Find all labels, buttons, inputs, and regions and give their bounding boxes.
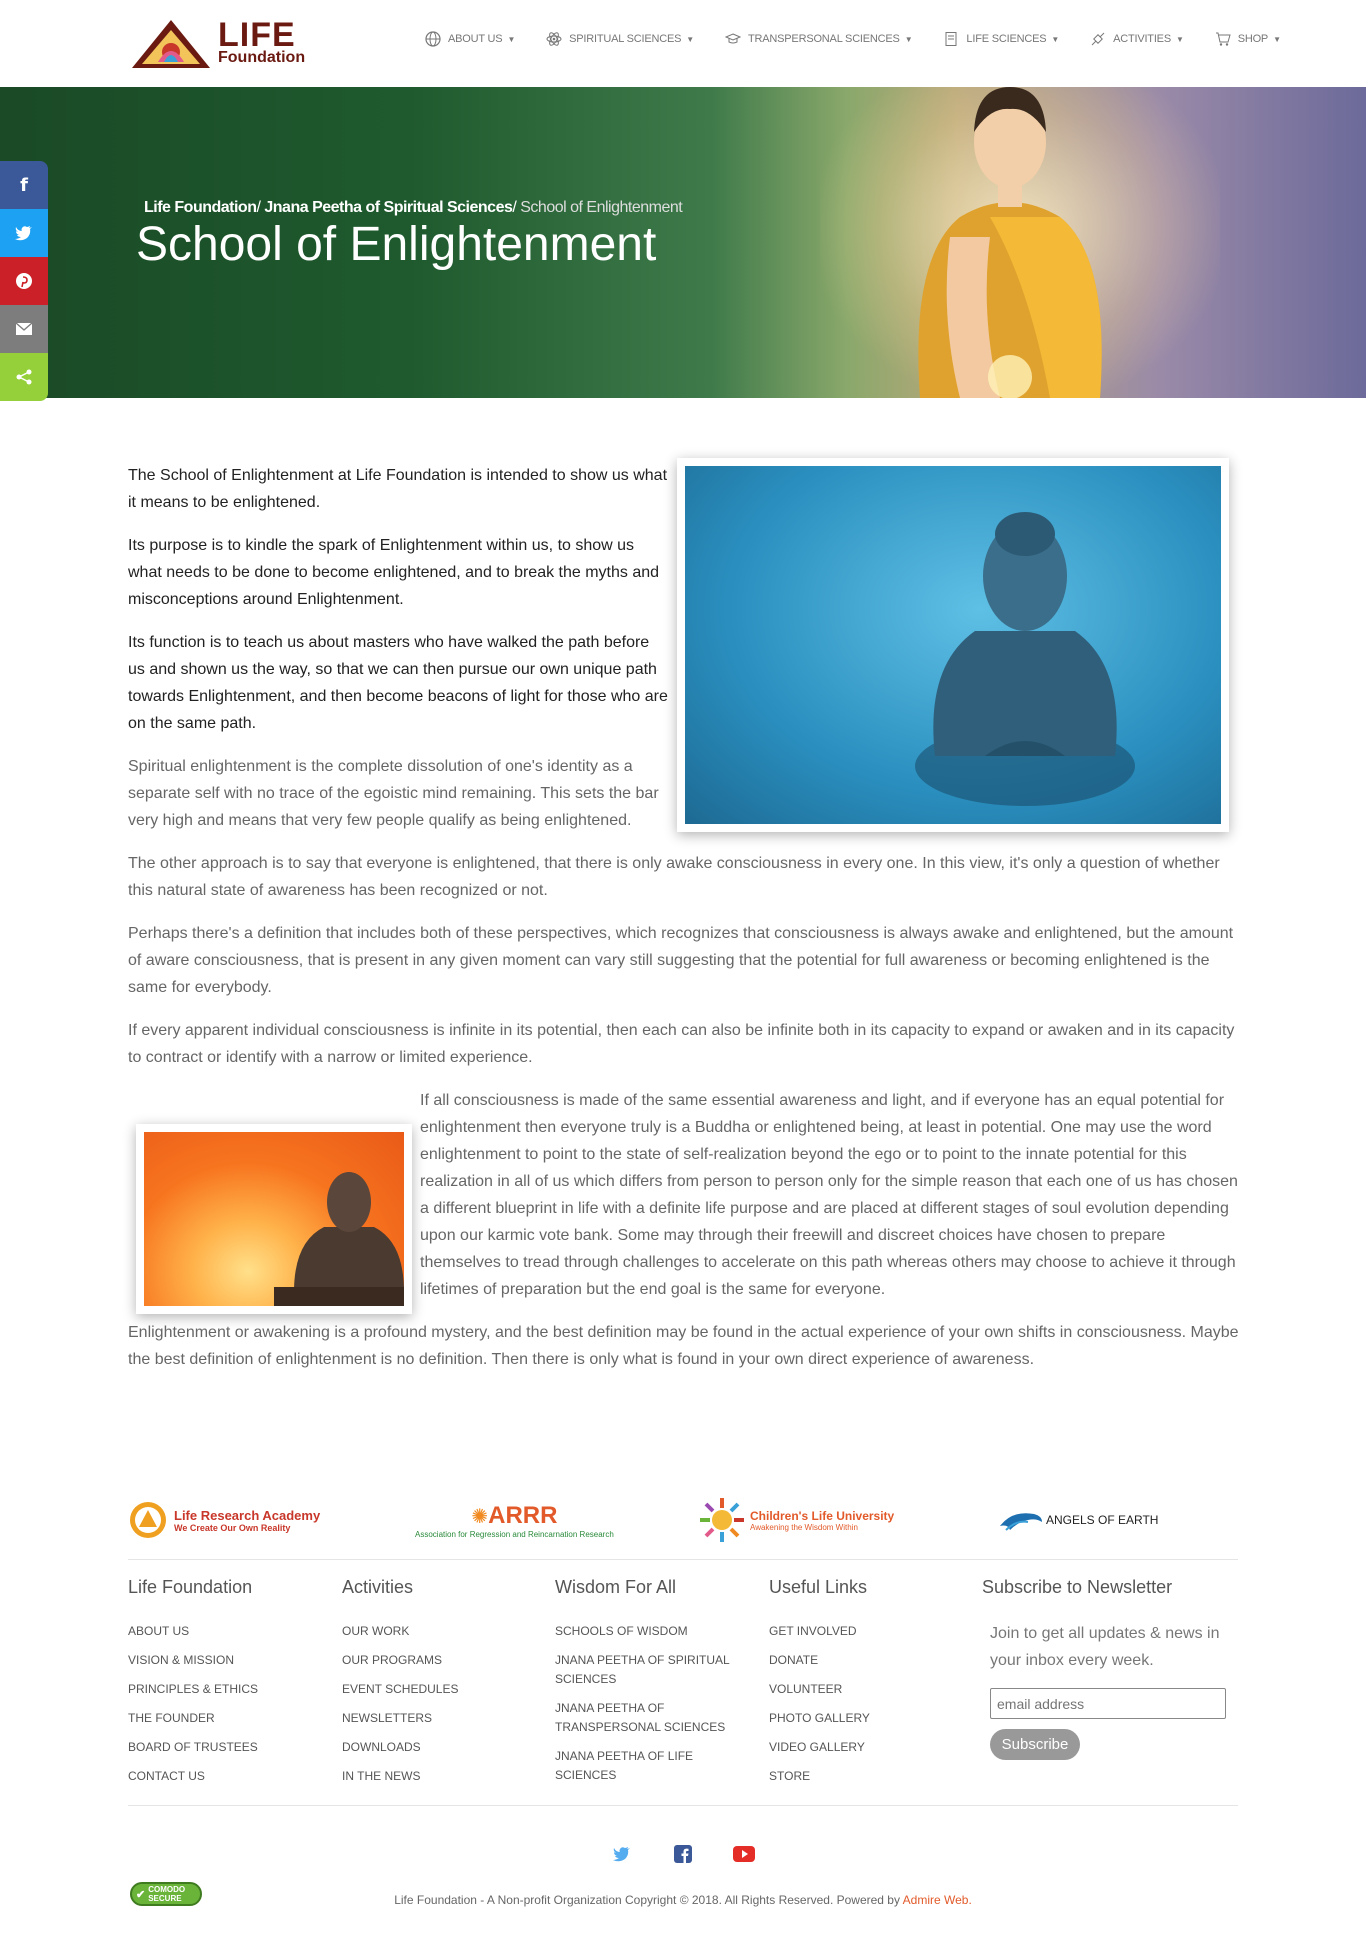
site-header (0, 0, 1366, 87)
share-icon (15, 368, 33, 386)
partner-tagline: Association for Regression and Reincarnation Research (415, 1529, 614, 1539)
nav-label: SPIRITUAL SCIENCES (569, 33, 682, 45)
footer-col-title: Activities (342, 1577, 414, 1597)
footer-link-contact-us[interactable]: CONTACT US (128, 1769, 205, 1783)
partner-name: Children's Life University (750, 1508, 895, 1523)
footer-link-our-work[interactable]: OUR WORK (342, 1624, 410, 1638)
email-share-button[interactable] (0, 305, 48, 353)
childrens-sun-logo-icon (698, 1496, 746, 1544)
satellite-icon (1089, 30, 1107, 48)
footer-link-jnana-peetha-transpersonal[interactable]: JNANA PEETHA OF TRANSPERSONAL SCIENCES (555, 1701, 726, 1734)
facebook-icon: f (20, 174, 28, 196)
main-content (128, 462, 1240, 1389)
footer-twitter-link[interactable] (610, 1842, 634, 1866)
footer-link-about-us[interactable]: ABOUT US (128, 1624, 190, 1638)
footer-facebook-link[interactable] (671, 1842, 695, 1866)
logo-text-foundation: Foundation (218, 49, 306, 66)
footer-col-subscribe (982, 1577, 1242, 1760)
breadcrumb-separator: / (256, 199, 265, 216)
newsletter-email-input[interactable] (990, 1688, 1226, 1719)
nav-transpersonal-sciences[interactable] (724, 30, 912, 48)
email-icon (15, 322, 33, 336)
body-paragraph: Perhaps there's a definition that includes both of these perspectives, which recognizes that consciousness is always awake and enlightened, but the amount of aware consciousness, that is present in any given moment can vary still suggesting that the potential for full awareness or becoming enlightened is the same for everybody. (128, 925, 1234, 996)
caret-down-icon: ▼ (1273, 34, 1281, 44)
partner-name: ANGELS OF EARTH (1046, 1513, 1159, 1527)
breadcrumb-link-life-foundation[interactable]: Life Foundation (144, 199, 257, 216)
partner-name: Life Research Academy (174, 1507, 321, 1523)
footer-link-principles-ethics[interactable]: PRINCIPLES & ETHICS (128, 1682, 259, 1696)
nav-label: TRANSPERSONAL SCIENCES (748, 33, 900, 45)
subscribe-button[interactable]: Subscribe (990, 1729, 1080, 1760)
nav-life-sciences[interactable] (942, 30, 1059, 48)
breadcrumb (144, 199, 682, 217)
breadcrumb-separator: / (512, 199, 521, 216)
nav-label: ACTIVITIES (1113, 33, 1171, 45)
footer-link-schools-of-wisdom[interactable]: SCHOOLS OF WISDOM (555, 1624, 688, 1638)
caret-down-icon: ▼ (686, 34, 695, 44)
footer-link-photo-gallery[interactable]: PHOTO GALLERY (769, 1711, 870, 1725)
twitter-icon (613, 1846, 631, 1862)
footer-col-title: Useful Links (769, 1577, 868, 1597)
footer-link-volunteer[interactable]: VOLUNTEER (769, 1682, 843, 1696)
footer-col-title: Wisdom For All (555, 1577, 677, 1597)
footer-link-newsletters[interactable]: NEWSLETTERS (342, 1711, 433, 1725)
facebook-icon (674, 1845, 692, 1863)
footer-col-activities (342, 1577, 542, 1796)
nav-label: LIFE SCIENCES (966, 33, 1047, 45)
nav-spiritual-sciences[interactable] (545, 30, 694, 48)
partner-tagline: We Create Our Own Reality (174, 1522, 291, 1533)
youtube-icon (733, 1846, 755, 1862)
footer-col-useful-links (769, 1577, 969, 1796)
partner-name: ARRR (488, 1501, 558, 1529)
image-spacer (128, 1087, 420, 1301)
logo-text-life: LIFE (218, 16, 296, 54)
partner-childrens-life-university[interactable] (698, 1490, 894, 1550)
graduation-cap-icon (724, 30, 742, 48)
footer-link-downloads[interactable]: DOWNLOADS (342, 1740, 421, 1754)
footer-link-in-the-news[interactable]: IN THE NEWS (342, 1769, 421, 1783)
body-paragraph: Enlightenment or awakening is a profound mystery, and the best definition may be found in the actual experience of your own shifts in consciousness. Maybe the best definition of enlightenment is no definition. Then there is only what is found in your own direct experience of awareness. (128, 1324, 1239, 1368)
copyright-body: Life Foundation - A Non-profit Organization Copyright © 2018. All Rights Reserved. Powered by (394, 1893, 903, 1907)
main-nav (424, 30, 1311, 48)
caret-down-icon: ▼ (507, 34, 516, 44)
footer-col-life-foundation (128, 1577, 328, 1796)
nav-label: ABOUT US (448, 33, 503, 45)
site-logo[interactable] (130, 16, 306, 70)
footer-link-event-schedules[interactable]: EVENT SCHEDULES (342, 1682, 459, 1696)
body-paragraph-wrapped (128, 1087, 1240, 1303)
nav-label: SHOP (1237, 33, 1269, 45)
footer-link-store[interactable]: STORE (769, 1769, 811, 1783)
breadcrumb-current: School of Enlightenment (520, 199, 683, 216)
lead-paragraph: Its function is to teach us about masters who have walked the path before us and shown us the way, so that we can then pursue our own unique path towards Enlightenment, and then become beacons of light for those who are on the same path. (128, 634, 668, 732)
partner-logos (128, 1490, 1240, 1550)
footer-link-the-founder[interactable]: THE FOUNDER (128, 1711, 215, 1725)
book-icon (942, 30, 960, 48)
facebook-share-button[interactable] (0, 161, 48, 209)
breadcrumb-link-jnana-peetha[interactable]: Jnana Peetha of Spiritual Sciences (264, 199, 513, 216)
comodo-line2: SECURE (148, 1894, 182, 1903)
admire-web-link[interactable]: Admire Web. (902, 1893, 972, 1907)
thumbs-up-icon: ✔ (136, 1888, 146, 1901)
comodo-line1: COMODO (148, 1885, 186, 1894)
footer-link-vision-mission[interactable]: VISION & MISSION (128, 1653, 235, 1667)
nav-activities[interactable] (1089, 30, 1184, 48)
footer-col-title: Subscribe to Newsletter (982, 1577, 1173, 1597)
page-title: School of Enlightenment (136, 218, 657, 271)
life-research-academy-logo-icon (128, 1500, 168, 1540)
social-share-bar (0, 161, 48, 401)
footer-link-jnana-peetha-spiritual[interactable]: JNANA PEETHA OF SPIRITUAL SCIENCES (555, 1653, 730, 1686)
footer-col-title: Life Foundation (128, 1577, 253, 1597)
lead-paragraph: Its purpose is to kindle the spark of Enlightenment within us, to show us what needs to be done to become enlightened, and to break the myths and misconceptions around Enlightenment. (128, 537, 660, 608)
nav-about-us[interactable] (424, 30, 515, 48)
body-paragraph: If every apparent individual consciousness is infinite in its potential, then each can also be infinite both in its capacity to expand or awaken and in its capacity to contract or identify with a narrow or limited experience. (128, 1022, 1235, 1066)
body-paragraph-text: If all consciousness is made of the same essential awareness and light, and if everyone has an equal potential for enlightenment then everyone truly is a Buddha or enlightened being, at least in potential. One may use the word enlightenment to point to the state of self-realization beyond the ego or to point to the innate potential for this realization in all of us which differs from person to person only for the simple reason that each one of us has chosen a different blueprint in life with a definite life purpose and are placed at different stages of soul evolution depending upon our karmic vote bank. Some may through their freewill and discreet choices have chosen to prepare themselves to tread through challenges to accelerate on this path whereas others may choose to achieve it through lifetimes of preparation but the end goal is the same for everyone. (420, 1092, 1238, 1298)
logo-triangle-icon (130, 18, 212, 70)
caret-down-icon: ▼ (1051, 34, 1060, 44)
body-paragraph: The other approach is to say that everyone is enlightened, that there is only awake consciousness in every one. In this view, it's only a question of whether this natural state of awareness has been recognized or not. (128, 855, 1220, 899)
copyright-text (0, 1893, 1366, 1907)
footer-col-wisdom-for-all (555, 1577, 740, 1795)
caret-down-icon: ▼ (904, 34, 913, 44)
pinterest-icon (15, 272, 33, 290)
cart-icon (1214, 30, 1232, 48)
partner-tagline: Awakening the Wisdom Within (750, 1522, 858, 1532)
footer-link-video-gallery[interactable]: VIDEO GALLERY (769, 1740, 865, 1754)
globe-icon (424, 30, 442, 48)
lead-paragraph: The School of Enlightenment at Life Foundation is intended to show us what it means to be enlightened. (128, 467, 668, 511)
divider (128, 1805, 1238, 1806)
footer-link-donate[interactable]: DONATE (769, 1653, 819, 1667)
footer-link-our-programs[interactable]: OUR PROGRAMS (342, 1653, 443, 1667)
footer-link-get-involved[interactable]: GET INVOLVED (769, 1624, 857, 1638)
atom-icon (545, 30, 563, 48)
footer-link-jnana-peetha-life[interactable]: JNANA PEETHA OF LIFE SCIENCES (555, 1749, 694, 1782)
share-button[interactable] (0, 353, 48, 401)
subscribe-description: Join to get all updates & news in your inbox every week. (990, 1625, 1220, 1669)
footer-youtube-link[interactable] (732, 1842, 756, 1866)
body-paragraph: Spiritual enlightenment is the complete dissolution of one's identity as a separate self with no trace of the egoistic mind remaining. This sets the bar very high and means that very few people qualify as being enlightened. (128, 758, 659, 829)
pinterest-share-button[interactable] (0, 257, 48, 305)
caret-down-icon: ▼ (1175, 34, 1184, 44)
partner-angels-of-earth[interactable] (998, 1490, 1158, 1550)
twitter-icon (15, 225, 33, 241)
buddha-illustration (880, 87, 1140, 398)
twitter-share-button[interactable] (0, 209, 48, 257)
partner-life-research-academy[interactable] (128, 1490, 320, 1550)
nav-shop[interactable] (1214, 30, 1281, 48)
hero-banner (0, 87, 1366, 398)
footer-link-board-of-trustees[interactable]: BOARD OF TRUSTEES (128, 1740, 258, 1754)
sun-icon: ✺ (471, 1503, 489, 1528)
divider (128, 1559, 1238, 1560)
partner-arrr[interactable] (415, 1490, 614, 1550)
dolphin-logo-icon (998, 1508, 1044, 1532)
